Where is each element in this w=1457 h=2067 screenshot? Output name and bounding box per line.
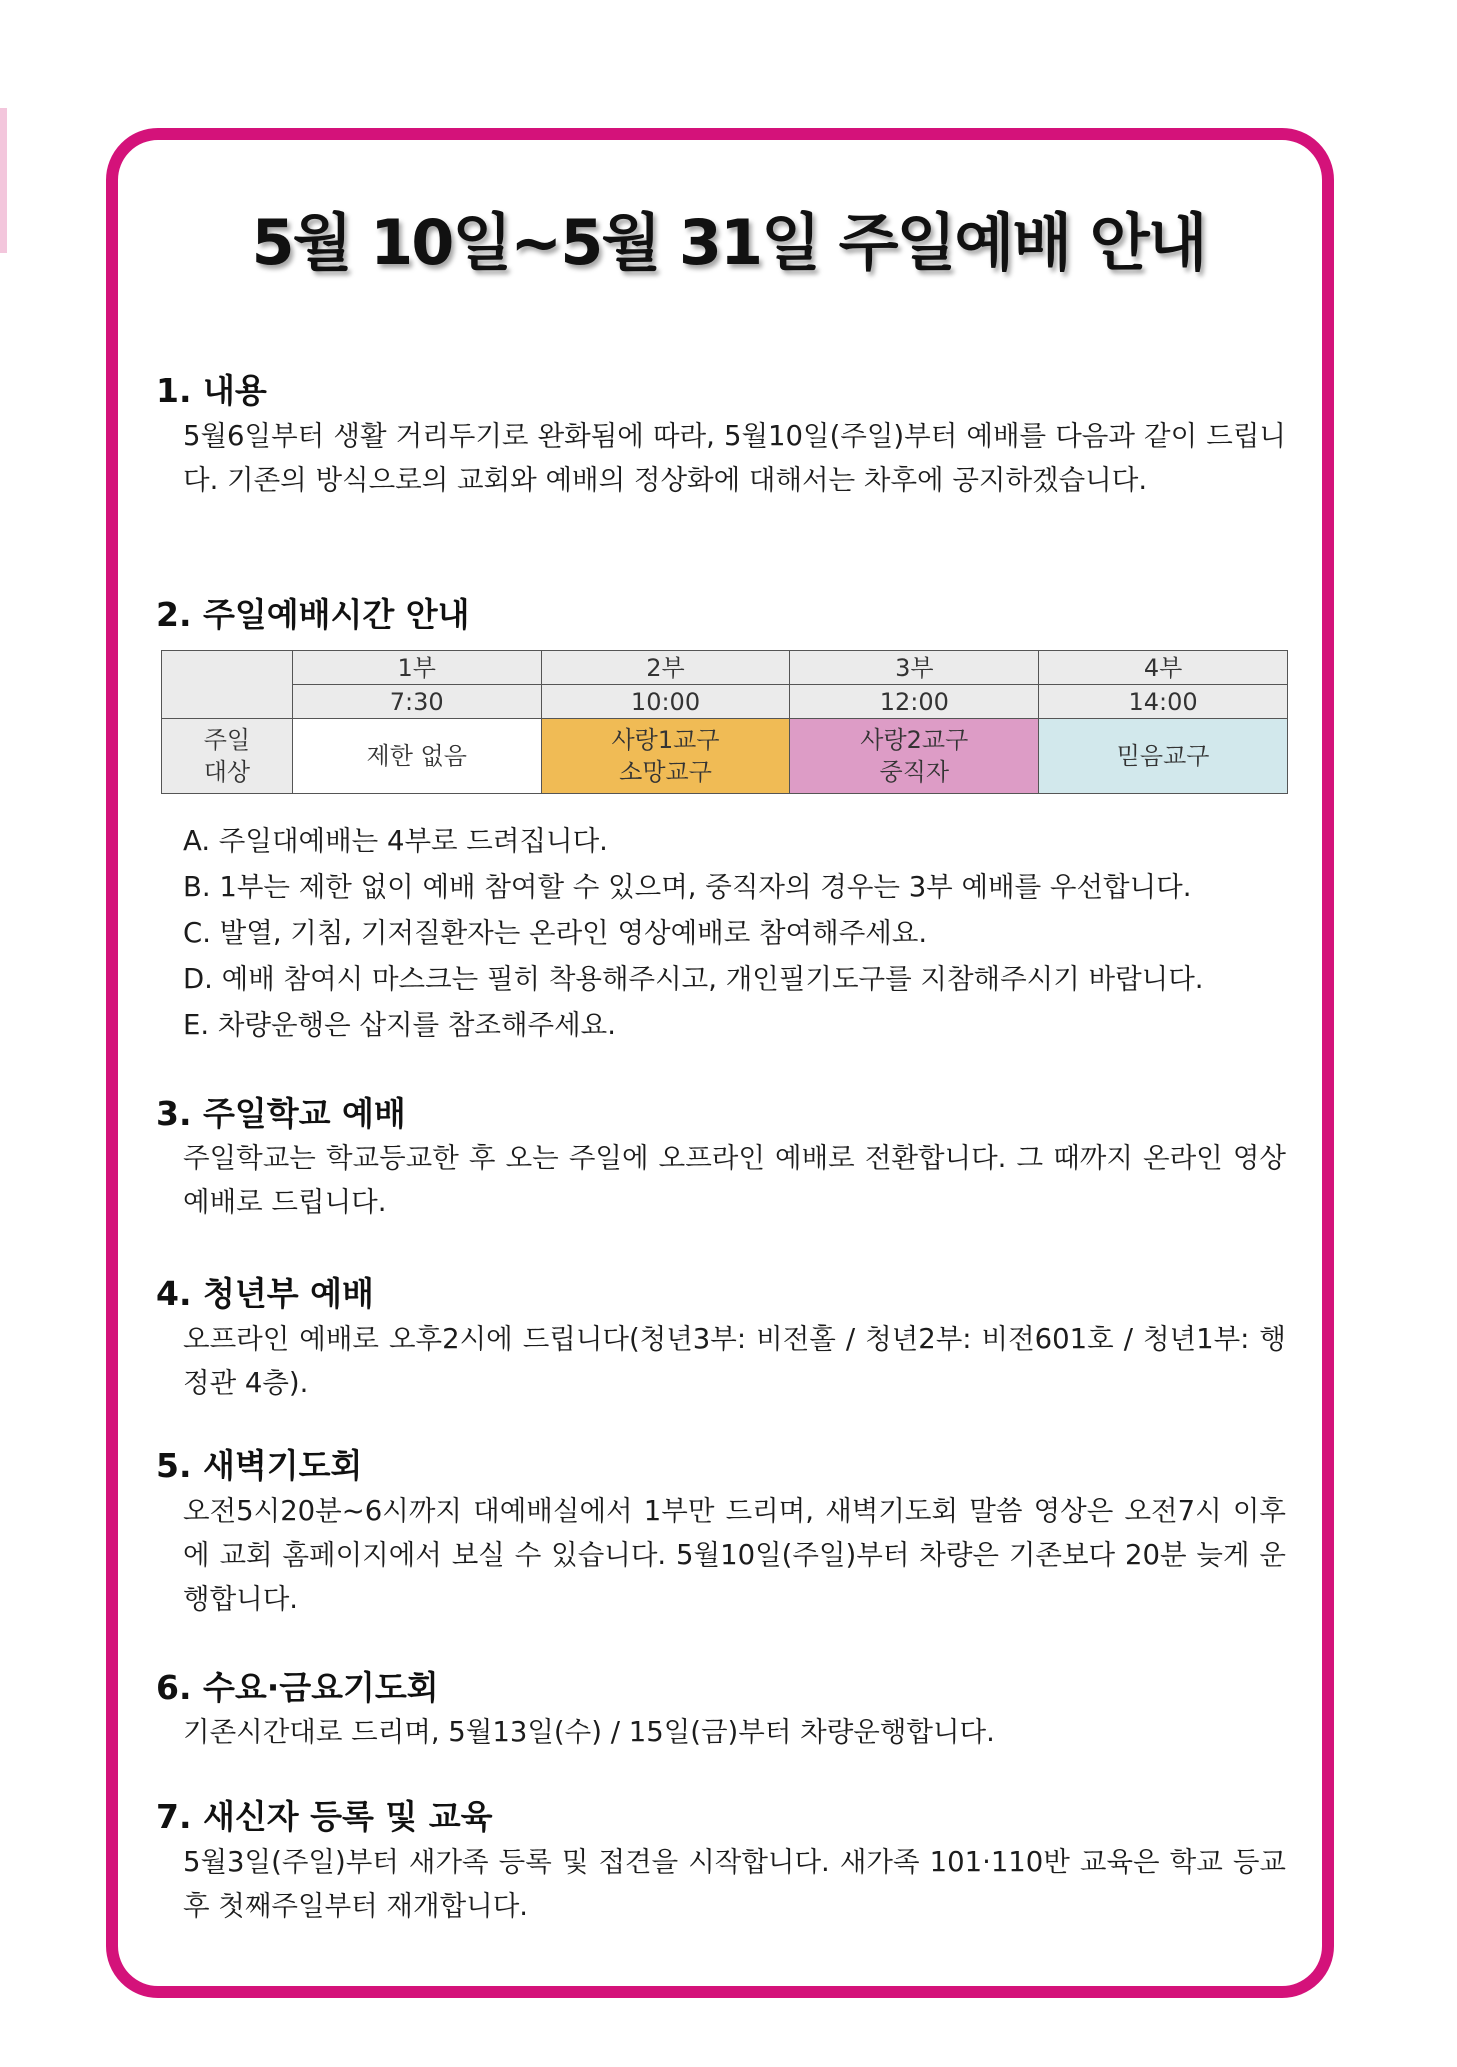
schedule-notes-list xyxy=(183,818,1293,1048)
target-2-cell xyxy=(541,719,790,794)
row-label-line-1: 주일 xyxy=(203,726,251,754)
worship-schedule-table xyxy=(161,650,1288,794)
service-3-cell: 3부 xyxy=(790,651,1039,685)
target-1-line-1: 제한 없음 xyxy=(366,742,467,770)
time-4-cell: 14:00 xyxy=(1039,685,1288,719)
schedule-target-row xyxy=(162,719,1288,794)
section-body-dawn-prayer: 오전5시20분~6시까지 대예배실에서 1부만 드리며, 새벽기도회 말씀 영상은 오전7시 이후에 교회 홈페이지에서 보실 수 있습니다. 5월10일(주일)부터 차량은 기존보다 20분 늦게 운행합니다. xyxy=(183,1495,1286,1615)
page-title: 5월 10일~5월 31일 주일예배 안내 xyxy=(251,206,1206,279)
target-2-line-2: 소망교구 xyxy=(619,758,712,786)
note-c: C. 발열, 기침, 기저질환자는 온라인 영상예배로 참여해주세요. xyxy=(183,917,928,949)
section-body-sunday-school: 주일학교는 학교등교한 후 오는 주일에 오프라인 예배로 전환합니다. 그 때까지 온라인 영상예배로 드립니다. xyxy=(183,1142,1286,1218)
section-heading-wed-fri-prayer: 6. 수요·금요기도회 xyxy=(156,1668,439,1707)
section-body-wed-fri-prayer: 기존시간대로 드리며, 5월13일(수) / 15일(금)부터 차량운행합니다. xyxy=(183,1716,995,1748)
target-2-line-1: 사랑1교구 xyxy=(611,726,720,754)
note-b: B. 1부는 제한 없이 예배 참여할 수 있으며, 중직자의 경우는 3부 예배를 우선합니다. xyxy=(183,871,1192,903)
section-body-content: 5월6일부터 생활 거리두기로 완화됨에 따라, 5월10일(주일)부터 예배를 다음과 같이 드립니다. 기존의 방식으로의 교회와 예배의 정상화에 대해서는 차후에 공지하겠습니다. xyxy=(183,420,1286,496)
target-row-label xyxy=(162,719,293,794)
row-label-line-2: 대상 xyxy=(203,758,251,786)
target-1-cell xyxy=(292,719,541,794)
section-heading-dawn-prayer: 5. 새벽기도회 xyxy=(156,1446,363,1485)
target-4-cell xyxy=(1039,719,1288,794)
schedule-time-row xyxy=(162,685,1288,719)
section-body-newcomer: 5월3일(주일)부터 새가족 등록 및 접견을 시작합니다. 새가족 101·110반 교육은 학교 등교 후 첫째주일부터 재개합니다. xyxy=(183,1846,1286,1922)
note-e: E. 차량운행은 삽지를 참조해주세요. xyxy=(183,1009,616,1041)
section-heading-newcomer: 7. 새신자 등록 및 교육 xyxy=(156,1797,493,1836)
schedule-corner-cell xyxy=(162,651,293,719)
section-heading-youth: 4. 청년부 예배 xyxy=(156,1274,374,1313)
target-3-line-1: 사랑2교구 xyxy=(860,726,969,754)
service-4-cell: 4부 xyxy=(1039,651,1288,685)
time-1-cell: 7:30 xyxy=(292,685,541,719)
service-2-cell: 2부 xyxy=(541,651,790,685)
section-heading-sunday-school: 3. 주일학교 예배 xyxy=(156,1094,406,1133)
service-1-cell: 1부 xyxy=(292,651,541,685)
section-heading-content: 1. 내용 xyxy=(156,371,267,410)
target-3-line-2: 중직자 xyxy=(879,758,950,786)
note-d: D. 예배 참여시 마스크는 필히 착용해주시고, 개인필기도구를 지참해주시기 바랍니다. xyxy=(183,963,1204,995)
note-a: A. 주일대예배는 4부로 드려집니다. xyxy=(183,825,608,857)
target-3-cell xyxy=(790,719,1039,794)
time-2-cell: 10:00 xyxy=(541,685,790,719)
section-heading-schedule: 2. 주일예배시간 안내 xyxy=(156,595,470,634)
time-3-cell: 12:00 xyxy=(790,685,1039,719)
target-4-line-1: 믿음교구 xyxy=(1116,742,1210,770)
schedule-service-row xyxy=(162,651,1288,685)
section-body-youth: 오프라인 예배로 오후2시에 드립니다(청년3부: 비전홀 / 청년2부: 비전601호 / 청년1부: 행정관 4층). xyxy=(183,1323,1286,1399)
